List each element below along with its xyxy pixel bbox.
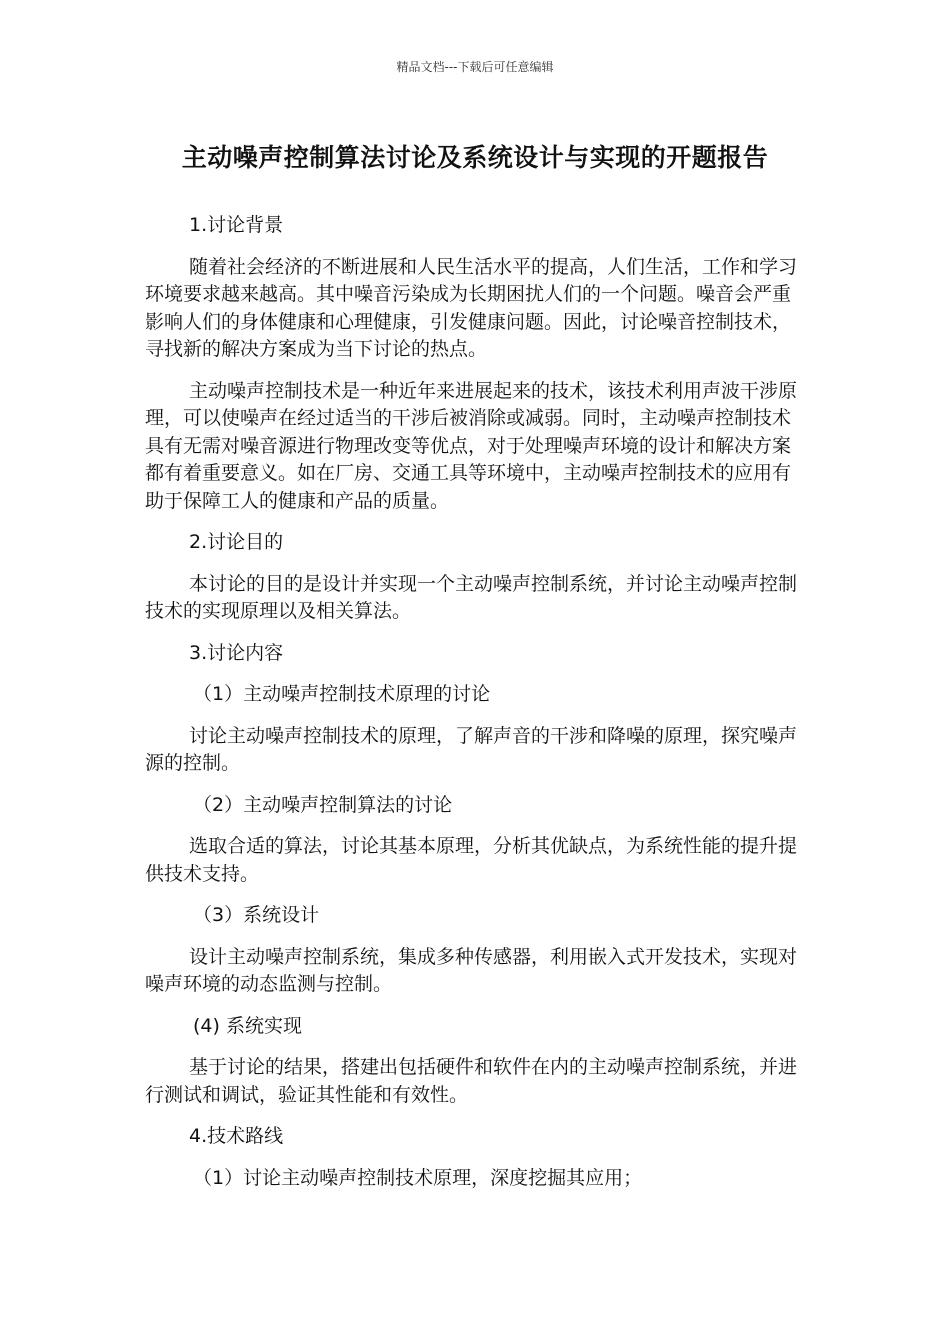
header-note: 精品文档---下载后可任意编辑 xyxy=(396,60,554,74)
paragraph-content-4: 基于讨论的结果，搭建出包括硬件和软件在内的主动噪声控制系统，并进行测试和调试，验证其性能和有效性。 xyxy=(145,1056,798,1106)
heading-research-content: 3.讨论内容 xyxy=(189,641,284,664)
subheading-content-4: (4) 系统实现 xyxy=(193,1014,302,1037)
heading-technical-route: 4.技术路线 xyxy=(189,1125,284,1147)
subheading-content-1: （1）主动噪声控制技术原理的讨论 xyxy=(193,683,491,705)
subheading-content-3: （3）系统设计 xyxy=(193,904,320,926)
heading-research-background: 1.讨论背景 xyxy=(189,214,284,236)
heading-research-purpose: 2.讨论目的 xyxy=(189,531,284,553)
document-title: 主动噪声控制算法讨论及系统设计与实现的开题报告 xyxy=(181,143,769,172)
paragraph-content-1: 讨论主动噪声控制技术的原理，了解声音的干涉和降噪的原理，探究噪声源的控制。 xyxy=(145,724,798,774)
paragraph-content-2: 选取合适的算法，讨论其基本原理，分析其优缺点，为系统性能的提升提供技术支持。 xyxy=(145,835,798,885)
paragraph-content-3: 设计主动噪声控制系统，集成多种传感器，利用嵌入式开发技术，实现对噪声环境的动态监测与控制。 xyxy=(145,945,798,995)
paragraph-purpose: 本讨论的目的是设计并实现一个主动噪声控制系统，并讨论主动噪声控制技术的实现原理以及相关算法。 xyxy=(145,572,798,622)
route-item-1: （1）讨论主动噪声控制技术原理，深度挖掘其应用； xyxy=(193,1166,643,1189)
subheading-content-2: （2）主动噪声控制算法的讨论 xyxy=(193,793,453,816)
paragraph-background-2: 主动噪声控制技术是一种近年来进展起来的技术，该技术利用声波干涉原理，可以使噪声在经过适当的干涉后被消除或减弱。同时，主动噪声控制技术具有无需对噪音源进行物理改变等优点，对于处理噪声环境的设计和解决方案都有着重要意义。如在厂房、交通工具等环境中，主动噪声控制技术的应用有助于保障工人的健康和产品的质量。 xyxy=(145,379,798,512)
paragraph-background-1: 随着社会经济的不断进展和人民生活水平的提高，人们生活，工作和学习环境要求越来越高。其中噪音污染成为长期困扰人们的一个问题。噪音会严重影响人们的身体健康和心理健康，引发健康问题。因此，讨论噪音控制技术，寻找新的解决方案成为当下讨论的热点。 xyxy=(145,255,798,360)
document-body xyxy=(145,212,805,1206)
